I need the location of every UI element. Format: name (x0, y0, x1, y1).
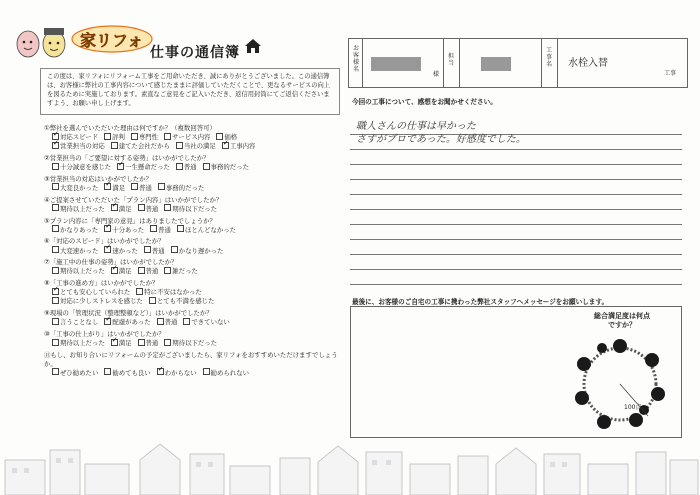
answer-option[interactable] (52, 369, 98, 377)
option-label: 普通 (145, 267, 159, 276)
option-label: 当社の満足 (183, 142, 216, 151)
checked-checkbox[interactable] (111, 204, 118, 211)
option-label: 速かった (112, 246, 138, 255)
answer-option[interactable] (111, 339, 132, 347)
checkbox[interactable] (52, 225, 59, 232)
checkbox[interactable] (149, 297, 156, 304)
answer-option[interactable] (52, 297, 143, 305)
ruled-line (350, 209, 682, 210)
answer-option[interactable] (157, 369, 197, 377)
page-title: 仕事の通信簿 (150, 45, 240, 61)
checkbox[interactable] (203, 163, 210, 170)
option-label: 普通 (164, 318, 178, 327)
checkbox[interactable] (144, 246, 151, 253)
checkbox[interactable] (104, 368, 111, 375)
option-label: ぜひ勧めたい (60, 368, 99, 377)
option-label: 言うことなし (60, 318, 99, 327)
impression-title: 今回の工事について、感想をお聞かせください。 (352, 98, 497, 106)
answer-option[interactable] (117, 163, 170, 171)
checkbox[interactable] (157, 318, 164, 325)
ruled-line (350, 269, 682, 270)
answer-option[interactable] (176, 142, 216, 150)
question-text: ①弊社を選んでいただいた理由は何ですか？（複数回答可） (44, 124, 216, 132)
answer-option[interactable] (164, 267, 198, 275)
checkbox[interactable] (52, 267, 59, 274)
question-list (44, 124, 344, 380)
answer-option[interactable] (104, 369, 150, 377)
option-row (44, 246, 344, 255)
option-label: 普通 (151, 246, 165, 255)
ruled-line (350, 179, 682, 180)
checkbox[interactable] (164, 339, 171, 346)
option-label: 配慮があった (112, 318, 151, 327)
checkbox[interactable] (138, 339, 145, 346)
question-text: ⑩「工事の仕上がり」はいかがでしたか？ (44, 330, 165, 339)
answer-option[interactable] (183, 318, 229, 326)
staff-label: 担当 (447, 53, 454, 67)
option-label: 対応に少しストレスを感じた (60, 297, 143, 306)
checkbox[interactable] (203, 368, 210, 375)
checkbox[interactable] (52, 204, 59, 211)
answer-option[interactable] (171, 247, 224, 255)
option-label: 普通 (139, 183, 152, 192)
option-label: 満足 (112, 183, 126, 192)
ruled-line (350, 239, 682, 240)
option-label: 事務的だった (210, 163, 249, 172)
option-row (44, 183, 344, 192)
honorific: 様 (433, 71, 440, 78)
answer-option[interactable] (131, 184, 152, 192)
option-label: かなり遅かった (178, 246, 224, 255)
question-text: ⑨現場の「管理状況（整理整頓など）」はいかがでしたか？ (44, 309, 213, 318)
option-row (44, 318, 344, 327)
answer-option[interactable] (104, 318, 150, 326)
answer-option[interactable] (52, 288, 130, 296)
option-row (44, 142, 344, 151)
flower-wreath-icon (566, 330, 674, 438)
checkbox[interactable] (52, 163, 59, 170)
ruled-line (350, 149, 682, 150)
question-6 (44, 237, 344, 255)
town-skyline-illustration (0, 430, 700, 495)
checked-checkbox[interactable] (104, 246, 111, 253)
option-label: 期待以下だった (172, 339, 218, 348)
answer-option[interactable] (136, 288, 202, 296)
checkbox[interactable] (52, 318, 59, 325)
checkbox[interactable] (52, 368, 59, 375)
option-label: かなりあった (60, 225, 99, 234)
option-label: 建てた会社だから (118, 142, 170, 151)
answer-option[interactable] (104, 184, 125, 192)
option-label: ほとんどなかった (184, 225, 237, 234)
option-row (44, 297, 344, 306)
handwritten-line-1: 職人さんの仕事は早かった (356, 121, 476, 132)
answer-option[interactable] (111, 142, 170, 150)
question-text: ⑪もし、お知り合いにリフォームの予定がございましたら、家リフォをおすすめいただけますでしょうか。 (44, 350, 338, 368)
checked-checkbox[interactable] (52, 288, 59, 295)
option-label: 普通 (145, 204, 159, 213)
answer-option[interactable] (150, 226, 171, 234)
checkbox[interactable] (176, 163, 183, 170)
question-10 (44, 330, 344, 348)
option-row (44, 339, 344, 348)
checkbox[interactable] (138, 204, 145, 211)
answer-option[interactable] (104, 133, 125, 141)
option-row (44, 368, 344, 377)
option-label: 事務的だった (165, 183, 205, 192)
option-label: 満足 (118, 204, 132, 213)
answer-option[interactable] (138, 267, 159, 275)
checkbox[interactable] (104, 133, 111, 140)
checkbox[interactable] (183, 318, 190, 325)
question-2 (44, 154, 344, 172)
checkbox[interactable] (52, 297, 59, 304)
option-label: 期待以上だった (60, 204, 105, 213)
option-row (44, 133, 344, 142)
answer-option[interactable] (111, 205, 132, 213)
answer-option[interactable] (52, 247, 98, 255)
option-label: 期待以上だった (60, 339, 105, 348)
checked-checkbox[interactable] (157, 368, 164, 375)
option-label: 工事内容 (229, 142, 256, 151)
question-text: ③営業担当の対応はいかがでしたか？ (44, 174, 152, 183)
checkbox[interactable] (176, 142, 183, 149)
work-label: 工事名 (545, 47, 552, 68)
option-label: 期待以下だった (172, 204, 218, 213)
checkbox[interactable] (177, 225, 184, 232)
question-text: ④ご提案させていただいた「プラン内容」はいかがでしたか？ (44, 195, 223, 204)
option-label: 営業担当の対応 (60, 142, 105, 151)
checkbox[interactable] (158, 183, 165, 190)
option-label: 評判 (112, 133, 125, 142)
option-label: 満足 (118, 267, 132, 276)
answer-option[interactable] (177, 226, 236, 234)
answer-option[interactable] (52, 226, 98, 234)
answer-option[interactable] (52, 318, 98, 326)
option-label: 勧めても良い (112, 368, 151, 377)
customer-info-table (348, 38, 688, 88)
answer-option[interactable] (149, 297, 215, 305)
checked-checkbox[interactable] (117, 163, 124, 170)
answer-option[interactable] (52, 184, 98, 192)
option-label: とても安心していられた (60, 288, 131, 297)
answer-option[interactable] (52, 339, 105, 347)
checked-checkbox[interactable] (52, 142, 59, 149)
checkbox[interactable] (52, 183, 59, 190)
option-label: とても不満を感じた (156, 297, 215, 306)
question-3 (44, 175, 344, 193)
answer-option[interactable] (176, 163, 197, 171)
answer-option[interactable] (203, 163, 249, 171)
option-label: できていない (191, 318, 230, 327)
checkbox[interactable] (171, 246, 178, 253)
redacted-customer-name (371, 57, 421, 71)
question-text: ②営業担当の「ご要望に対する姿勢」はいかがでしたか？ (44, 153, 210, 162)
answer-option[interactable] (52, 163, 111, 171)
option-label: 専門性 (138, 133, 159, 142)
question-8 (44, 279, 344, 306)
checked-checkbox[interactable] (111, 267, 118, 274)
answer-option[interactable] (164, 205, 217, 213)
option-row (44, 267, 344, 276)
question-text: ⑧「工事の進め方」はいかがでしたか？ (44, 279, 159, 288)
answer-option[interactable] (164, 339, 217, 347)
question-1 (44, 124, 344, 151)
question-4 (44, 196, 344, 214)
option-label: 十分あった (112, 225, 145, 234)
redacted-staff-name (481, 57, 511, 71)
answer-option[interactable] (52, 267, 105, 275)
option-row (44, 163, 344, 172)
ruled-line (350, 164, 682, 165)
option-label: 普通 (158, 225, 171, 234)
answer-option[interactable] (52, 142, 105, 150)
option-label: サービス内容 (172, 133, 211, 142)
checkbox[interactable] (150, 225, 157, 232)
option-label: わからない (164, 368, 197, 377)
option-row (44, 288, 344, 297)
score-text: 100点 (624, 404, 642, 411)
question-5 (44, 217, 344, 235)
checkbox[interactable] (52, 339, 59, 346)
house-icon (244, 38, 262, 54)
answer-option[interactable] (157, 318, 178, 326)
checkbox[interactable] (164, 133, 171, 140)
answer-option[interactable] (111, 267, 132, 275)
ruled-line (350, 254, 682, 255)
handwritten-impression (356, 120, 676, 146)
option-label: 普通 (183, 163, 197, 172)
option-label: 大変速かった (60, 246, 99, 255)
option-label: 雑だった (172, 267, 198, 276)
intro-text: この度は、家リフォにリフォーム工事をご用命いただき、誠にありがとうございました。この通信簿は、お客様に弊社の工事内容について感じたままに評価していただくことで、更なるサービスの向上を図るために実施しております。素直なご意見をご記入いただき、返信用封筒にてご返信くださいますよう、お願い申し上げます。 (40, 68, 340, 115)
option-label: 期待以上だった (60, 267, 105, 276)
option-row (44, 225, 344, 234)
checked-checkbox[interactable] (104, 225, 111, 232)
answer-option[interactable] (222, 142, 256, 150)
option-label: 勧められない (210, 368, 249, 377)
checked-checkbox[interactable] (104, 183, 111, 190)
answer-option[interactable] (138, 339, 159, 347)
question-text: ⑤プラン内容に「専門家の意見」はありましたでしょうか？ (44, 216, 216, 225)
option-label: 普通 (145, 339, 159, 348)
ruled-line (350, 284, 682, 285)
question-9 (44, 309, 344, 327)
checkbox[interactable] (138, 267, 145, 274)
answer-option[interactable] (138, 205, 159, 213)
checkbox[interactable] (164, 204, 171, 211)
answer-option[interactable] (131, 133, 158, 141)
answer-option[interactable] (104, 226, 144, 234)
brand-name: 家リフォ (80, 31, 144, 50)
option-label: 価格 (224, 133, 238, 142)
checkbox[interactable] (131, 183, 138, 190)
option-label: 対応スピード (60, 133, 99, 142)
option-row (44, 204, 344, 213)
question-7 (44, 258, 344, 276)
checked-checkbox[interactable] (111, 339, 118, 346)
answer-option[interactable] (158, 184, 204, 192)
question-text: ⑦「施工中の仕事の姿勢」はいかがでしたか？ (44, 258, 178, 267)
work-name: 水栓入替 (568, 58, 608, 69)
question-text: ⑥「対応のスピード」はいかがでしたか？ (44, 237, 165, 246)
answer-option[interactable] (203, 369, 249, 377)
message-title: 最後に、お客様のご自宅の工事に携わった弊社スタッフへメッセージをお願いします。 (352, 298, 609, 306)
checkbox[interactable] (136, 288, 143, 295)
work-suffix: 工事 (664, 70, 677, 77)
checked-checkbox[interactable] (222, 142, 229, 149)
checkbox[interactable] (131, 133, 138, 140)
satisfaction-label: 総合満足度は何点ですか？ (594, 312, 650, 329)
customer-name-label: お客様名 (352, 45, 359, 73)
answer-option[interactable] (52, 205, 105, 213)
answer-option[interactable] (144, 247, 165, 255)
checkbox[interactable] (164, 267, 171, 274)
checkbox[interactable] (52, 246, 59, 253)
question-11 (44, 351, 344, 377)
handwritten-line-2: さすがプロであった。好感度でした。 (356, 134, 526, 145)
answer-option[interactable] (164, 133, 210, 141)
checkbox[interactable] (111, 142, 118, 149)
option-label: 十分誠意を感じた (60, 163, 112, 172)
checked-checkbox[interactable] (104, 318, 111, 325)
option-label: 満足 (118, 339, 132, 348)
option-label: 一生懸命だった (125, 163, 170, 172)
ruled-line (350, 224, 682, 225)
option-label: 大変良かった (60, 183, 99, 192)
option-label: 特に不安はなかった (144, 288, 202, 297)
ruled-line (350, 194, 682, 195)
answer-option[interactable] (104, 247, 138, 255)
